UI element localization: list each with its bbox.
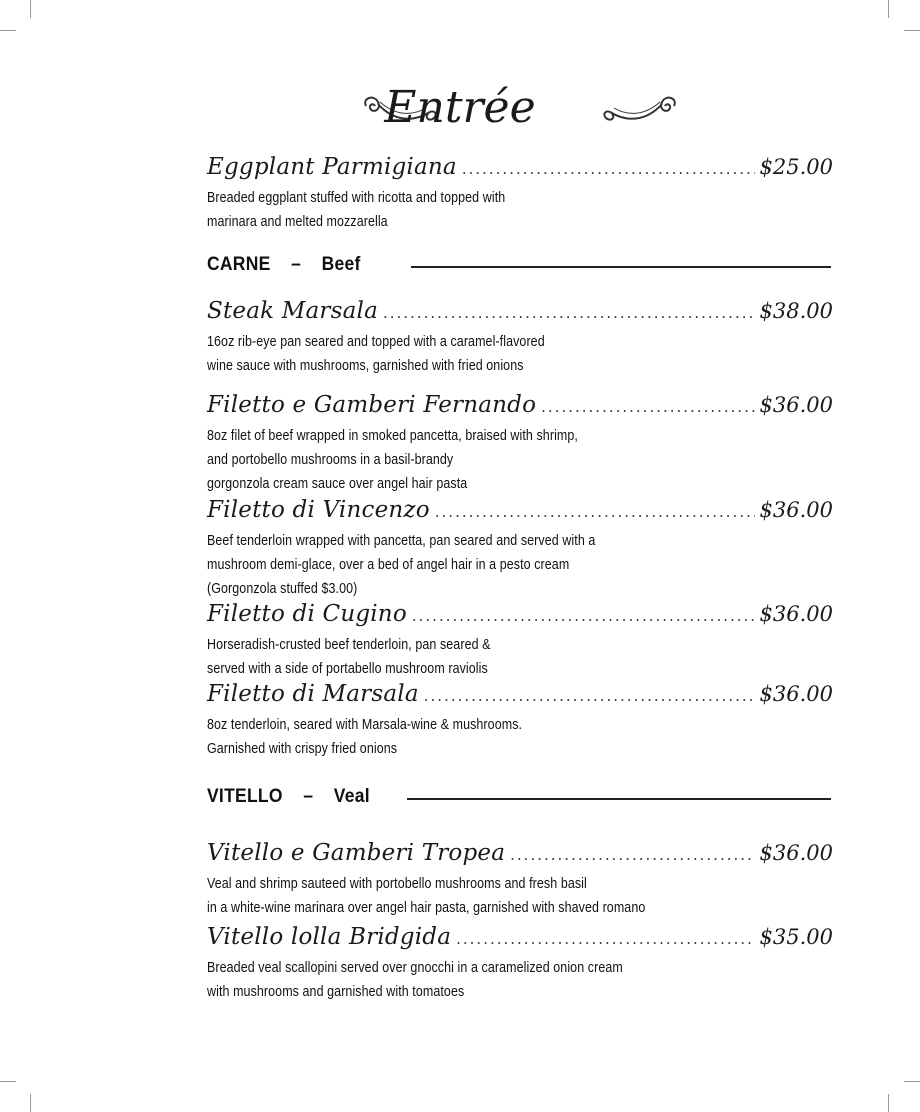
description-line: Breaded veal scallopini served over gnocchi in a caramelized onion cream bbox=[207, 960, 623, 976]
description-line: marinara and melted mozzarella bbox=[207, 214, 388, 230]
dot-leader bbox=[412, 607, 755, 625]
dish-price: $25.00 bbox=[759, 155, 833, 179]
menu-item bbox=[207, 298, 833, 378]
crop-mark bbox=[30, 1094, 31, 1112]
dish-name: Filetto di Vincenzo bbox=[207, 497, 430, 523]
dot-leader bbox=[541, 398, 754, 416]
dish-description bbox=[207, 529, 861, 601]
dish-name: Steak Marsala bbox=[207, 298, 379, 324]
dot-leader bbox=[424, 687, 755, 705]
dish-price: $38.00 bbox=[759, 299, 833, 323]
menu-item bbox=[207, 924, 833, 1004]
description-line: 16oz rib-eye pan seared and topped with a caramel-flavored bbox=[207, 334, 545, 350]
description-line: and portobello mushrooms in a basil-brandy bbox=[207, 452, 454, 468]
description-line: mushroom demi-glace, over a bed of angel hair in a pesto cream bbox=[207, 557, 570, 573]
description-line: 8oz filet of beef wrapped in smoked pancetta, braised with shrimp, bbox=[207, 428, 578, 444]
menu-item bbox=[207, 840, 833, 920]
dish-price: $36.00 bbox=[759, 682, 833, 706]
section-title: VITELLO – Veal bbox=[207, 786, 370, 807]
crop-mark bbox=[904, 1081, 920, 1082]
description-line: served with a side of portabello mushroom raviolis bbox=[207, 661, 488, 677]
description-line: in a white-wine marinara over angel hair pasta, garnished with shaved romano bbox=[207, 900, 646, 916]
dish-price: $35.00 bbox=[759, 925, 833, 949]
page-title: Entrée bbox=[384, 82, 536, 133]
crop-mark bbox=[30, 0, 31, 18]
dish-description bbox=[207, 713, 861, 761]
description-line: Breaded eggplant stuffed with ricotta and topped with bbox=[207, 190, 506, 206]
section-divider bbox=[411, 266, 831, 268]
menu-item bbox=[207, 601, 833, 681]
description-line: Garnished with crispy fried onions bbox=[207, 741, 398, 757]
dish-description bbox=[207, 872, 861, 920]
right-flourish-icon bbox=[600, 92, 680, 126]
crop-mark bbox=[904, 30, 920, 31]
dish-description bbox=[207, 633, 861, 681]
dot-leader bbox=[456, 930, 754, 948]
dish-name: Filetto di Marsala bbox=[207, 681, 419, 707]
dish-name: Vitello lolla Bridgida bbox=[207, 924, 452, 950]
dish-description bbox=[207, 424, 861, 496]
description-line: Veal and shrimp sauteed with portobello mushrooms and fresh basil bbox=[207, 876, 587, 892]
menu-item bbox=[207, 392, 833, 496]
dish-price: $36.00 bbox=[759, 498, 833, 522]
dot-leader bbox=[383, 304, 755, 322]
crop-mark bbox=[0, 1081, 16, 1082]
description-line: Beef tenderloin wrapped with pancetta, pan seared and served with a bbox=[207, 533, 596, 549]
description-line: Horseradish-crusted beef tenderloin, pan seared & bbox=[207, 637, 491, 653]
section-divider bbox=[407, 798, 831, 800]
description-line: with mushrooms and garnished with tomatoes bbox=[207, 984, 465, 1000]
dish-price: $36.00 bbox=[759, 393, 833, 417]
menu-item bbox=[207, 154, 833, 234]
dish-name: Filetto di Cugino bbox=[207, 601, 407, 627]
dish-name: Vitello e Gamberi Tropea bbox=[207, 840, 506, 866]
menu-item bbox=[207, 497, 833, 601]
dish-description bbox=[207, 956, 861, 1004]
dish-price: $36.00 bbox=[759, 602, 833, 626]
description-line: gorgonzola cream sauce over angel hair pasta bbox=[207, 476, 468, 492]
dot-leader bbox=[510, 846, 754, 864]
dish-description bbox=[207, 186, 861, 234]
dish-name: Filetto e Gamberi Fernando bbox=[207, 392, 537, 418]
section-title: CARNE – Beef bbox=[207, 254, 361, 275]
section-header-vitello bbox=[207, 782, 831, 812]
dot-leader bbox=[462, 160, 755, 178]
description-line: 8oz tenderloin, seared with Marsala-wine & mushrooms. bbox=[207, 717, 523, 733]
dot-leader bbox=[435, 503, 755, 521]
crop-mark bbox=[888, 1094, 889, 1112]
dish-price: $36.00 bbox=[759, 841, 833, 865]
section-header-carne bbox=[207, 250, 831, 280]
crop-mark bbox=[888, 0, 889, 18]
dish-description bbox=[207, 330, 861, 378]
dish-name: Eggplant Parmigiana bbox=[207, 154, 457, 180]
menu-heading bbox=[0, 78, 920, 148]
description-line: wine sauce with mushrooms, garnished with fried onions bbox=[207, 358, 524, 374]
description-line: (Gorgonzola stuffed $3.00) bbox=[207, 581, 358, 597]
crop-mark bbox=[0, 30, 16, 31]
menu-item bbox=[207, 681, 833, 761]
